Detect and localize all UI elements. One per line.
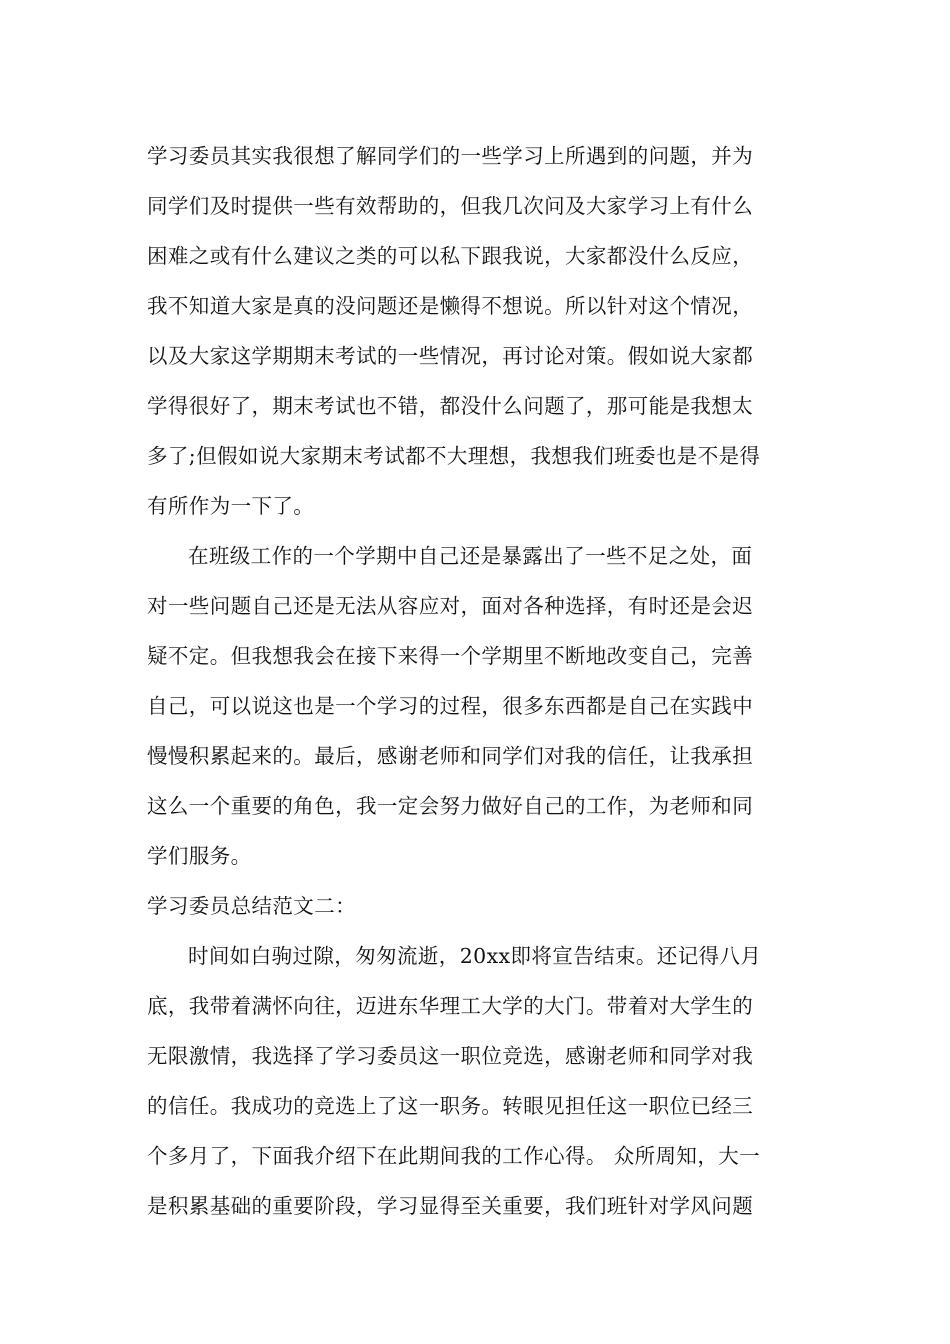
text-line: 学得很好了，期末考试也不错，都没什么问题了，那可能是我想太 bbox=[147, 394, 754, 418]
text-line: 底，我带着满怀向往，迈进东华理工大学的大门。带着对大学生的 bbox=[147, 994, 754, 1018]
text-line: 我不知道大家是真的没问题还是懒得不想说。所以针对这个情况， bbox=[147, 294, 754, 318]
text-line: 对一些问题自己还是无法从容应对，面对各种选择，有时还是会迟 bbox=[147, 594, 754, 618]
text-line: 慢慢积累起来的。最后，感谢老师和同学们对我的信任，让我承担 bbox=[147, 744, 754, 768]
text-line: 个多月了，下面我介绍下在此期间我的工作心得。 众所周知，大一 bbox=[147, 1144, 761, 1168]
text-line: 疑不定。但我想我会在接下来得一个学期里不断地改变自己，完善 bbox=[147, 644, 754, 668]
text-line: 的信任。我成功的竞选上了这一职务。转眼见担任这一职位已经三 bbox=[147, 1094, 754, 1118]
text-line: 困难之或有什么建议之类的可以私下跟我说，大家都没什么反应， bbox=[147, 244, 754, 268]
document-body bbox=[147, 131, 817, 1231]
paragraph-first-line: 在班级工作的一个学期中自己还是暴露出了一些不足之处，面 bbox=[188, 544, 753, 568]
text-line: 学习委员其实我很想了解同学们的一些学习上所遇到的问题，并为 bbox=[147, 144, 754, 168]
text-line: 有所作为一下了。 bbox=[147, 494, 315, 518]
section-heading: 学习委员总结范文二： bbox=[147, 894, 356, 918]
text-line: 以及大家这学期期末考试的一些情况，再讨论对策。假如说大家都 bbox=[147, 344, 754, 368]
text-line: 无限激情，我选择了学习委员这一职位竞选，感谢老师和同学对我 bbox=[147, 1044, 754, 1068]
paragraph-first-line: 时间如白驹过隙，匆匆流逝，20xx即将宣告结束。还记得八月 bbox=[188, 944, 762, 968]
text-line: 这么一个重要的角色，我一定会努力做好自己的工作，为老师和同 bbox=[147, 794, 754, 818]
text-line: 自己，可以说这也是一个学习的过程，很多东西都是自己在实践中 bbox=[147, 694, 754, 718]
text-line: 是积累基础的重要阶段，学习显得至关重要，我们班针对学风问题 bbox=[147, 1194, 754, 1218]
text-line: 同学们及时提供一些有效帮助的，但我几次问及大家学习上有什么 bbox=[147, 194, 754, 218]
text-line: 学们服务。 bbox=[147, 844, 252, 868]
text-line: 多了;但假如说大家期末考试都不大理想，我想我们班委也是不是得 bbox=[147, 444, 761, 468]
